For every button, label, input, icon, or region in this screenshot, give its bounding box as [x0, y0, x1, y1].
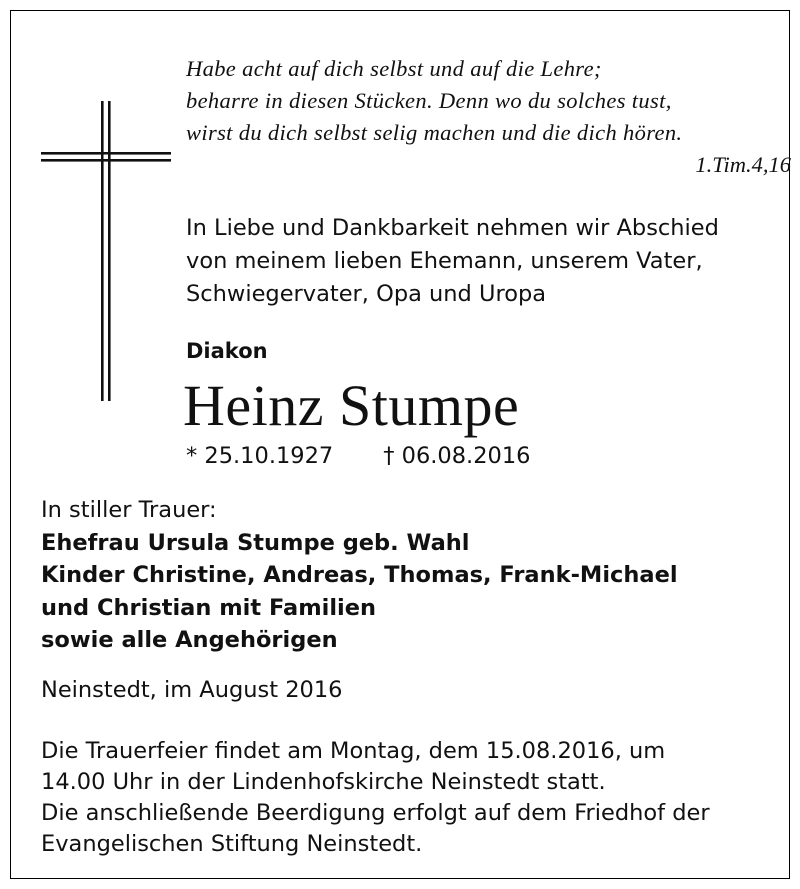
- service-line: Die anschließende Beerdigung erfolgt auf dem Friedhof der: [41, 800, 710, 826]
- mourner-line: Ehefrau Ursula Stumpe geb. Wahl: [41, 529, 470, 556]
- mourner-line: Kinder Christine, Andreas, Thomas, Frank-Michael: [41, 562, 678, 588]
- mourner-line: sowie alle Angehörigen: [41, 627, 338, 653]
- bible-verse: [186, 53, 791, 149]
- birth-date: * 25.10.1927: [186, 443, 334, 469]
- obituary-notice: [10, 10, 790, 879]
- verse-line: Habe acht auf dich selbst und auf die Lehre;: [186, 56, 602, 81]
- mourners-heading: In stiller Trauer:: [41, 497, 217, 523]
- service-line: Die Trauerfeier findet am Montag, dem 15.08.2016, um: [41, 738, 666, 764]
- verse-line: beharre in diesen Stücken. Denn wo du solches tust,: [186, 88, 672, 113]
- place-date: Neinstedt, im August 2016: [41, 677, 343, 703]
- service-line: 14.00 Uhr in der Lindenhofskirche Neinstedt statt.: [41, 769, 606, 795]
- intro-line: von meinem lieben Ehemann, unserem Vater,: [186, 248, 703, 274]
- mourners-block: [41, 494, 678, 657]
- farewell-intro: [186, 212, 719, 311]
- deceased-title: Diakon: [186, 339, 268, 363]
- death-date: † 06.08.2016: [383, 443, 531, 469]
- verse-line: wirst du dich selbst selig machen und die dich hören.: [186, 120, 683, 145]
- service-line: Evangelischen Stiftung Neinstedt.: [41, 831, 423, 857]
- deceased-name: Heinz Stumpe: [183, 373, 520, 438]
- intro-line: Schwiegervater, Opa und Uropa: [186, 281, 547, 307]
- intro-line: In Liebe und Dankbarkeit nehmen wir Abschied: [186, 215, 719, 241]
- funeral-service-info: [41, 736, 710, 860]
- life-dates: [186, 443, 530, 469]
- cross-icon: [41, 101, 171, 401]
- mourner-line: und Christian mit Familien: [41, 594, 377, 621]
- verse-reference: 1.Tim.4,16: [695, 152, 791, 177]
